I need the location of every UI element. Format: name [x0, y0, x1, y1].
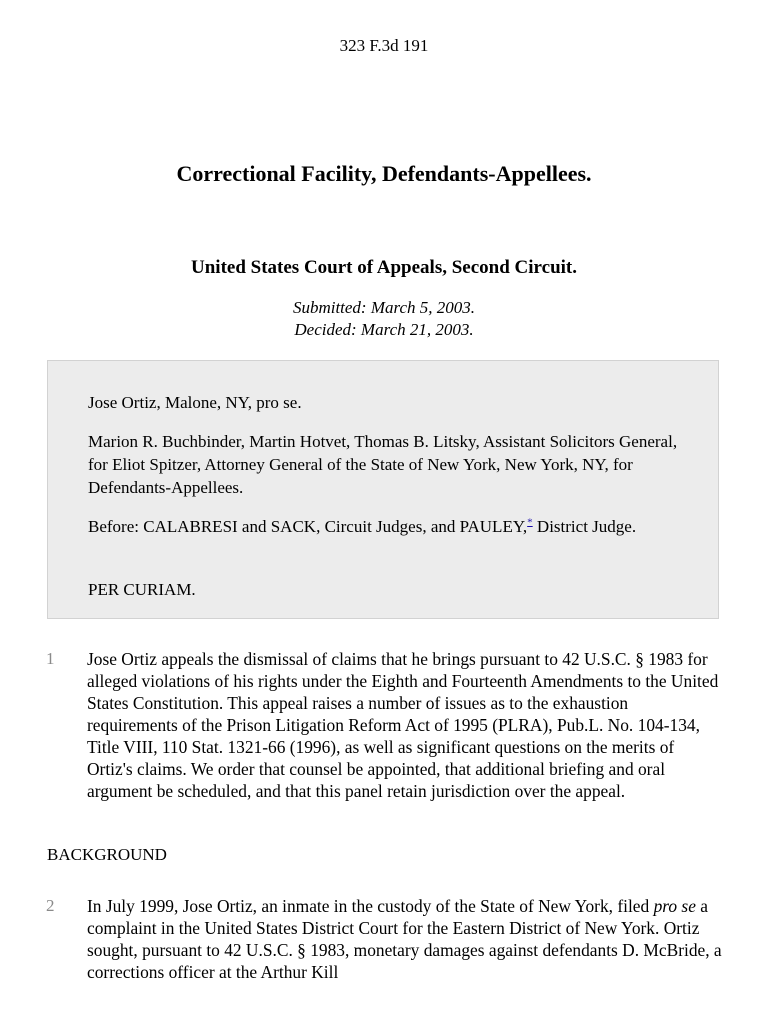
- paragraph-number: 2: [46, 896, 55, 915]
- decision-dates: [0, 297, 768, 341]
- panel-judges: [88, 515, 688, 538]
- paragraph-text: [87, 895, 723, 983]
- case-title: Correctional Facility, Defendants-Appellees.: [176, 161, 592, 186]
- counsel-box: [47, 360, 719, 619]
- paragraph-text-start: In July 1999, Jose Ortiz, an inmate in the custody of the State of New York, filed: [87, 896, 654, 916]
- court-name: United States Court of Appeals, Second Circuit.: [191, 257, 577, 278]
- panel-judges-suffix: District Judge.: [532, 517, 637, 536]
- panel-judges-prefix: Before: CALABRESI and SACK, Circuit Judges, and PAULEY,: [88, 517, 528, 536]
- appellant-counsel: Jose Ortiz, Malone, NY, pro se.: [88, 393, 302, 412]
- paragraph-number: 1: [46, 649, 55, 668]
- paragraph-text: Jose Ortiz appeals the dismissal of claims that he brings pursuant to 42 U.S.C. § 1983 for alleged violations of his rights under the Eighth and Fourteenth Amendments to the United States Constitution. This appeal raises a number of issues as to the exhaustion requirements of the Prison Litigation Reform Act of 1995 (PLRA), Pub.L. No. 104-134, Title VIII, 110 Stat. 1321-66 (1996), as well as significant questions on the merits of Ortiz's claims. We order that counsel be appointed, that additional briefing and oral argument be scheduled, and that this panel retain jurisdiction over the appeal.: [87, 649, 719, 801]
- citation: 323 F.3d 191: [339, 36, 429, 55]
- footnote-link[interactable]: *: [527, 516, 533, 529]
- appellee-counsel: Marion R. Buchbinder, Martin Hotvet, Thomas B. Litsky, Assistant Solicitors General, for Eliot Spitzer, Attorney General of the State of New York, New York, NY, for Defendants-Appellees.: [88, 432, 678, 497]
- per-curiam: PER CURIAM.: [88, 580, 196, 599]
- section-heading: BACKGROUND: [47, 845, 167, 864]
- decided-date: Decided: March 21, 2003.: [294, 320, 474, 339]
- paragraph-italic: pro se: [653, 896, 696, 916]
- paragraph-text-end: a complaint in the United States District Court for the Eastern District of New York. Ortiz sought, pursuant to 42 U.S.C. § 1983, monetary damages against defendants D. McBride, a corrections officer at the Arthur Kill: [87, 896, 722, 982]
- submitted-date: Submitted: March 5, 2003.: [292, 298, 476, 317]
